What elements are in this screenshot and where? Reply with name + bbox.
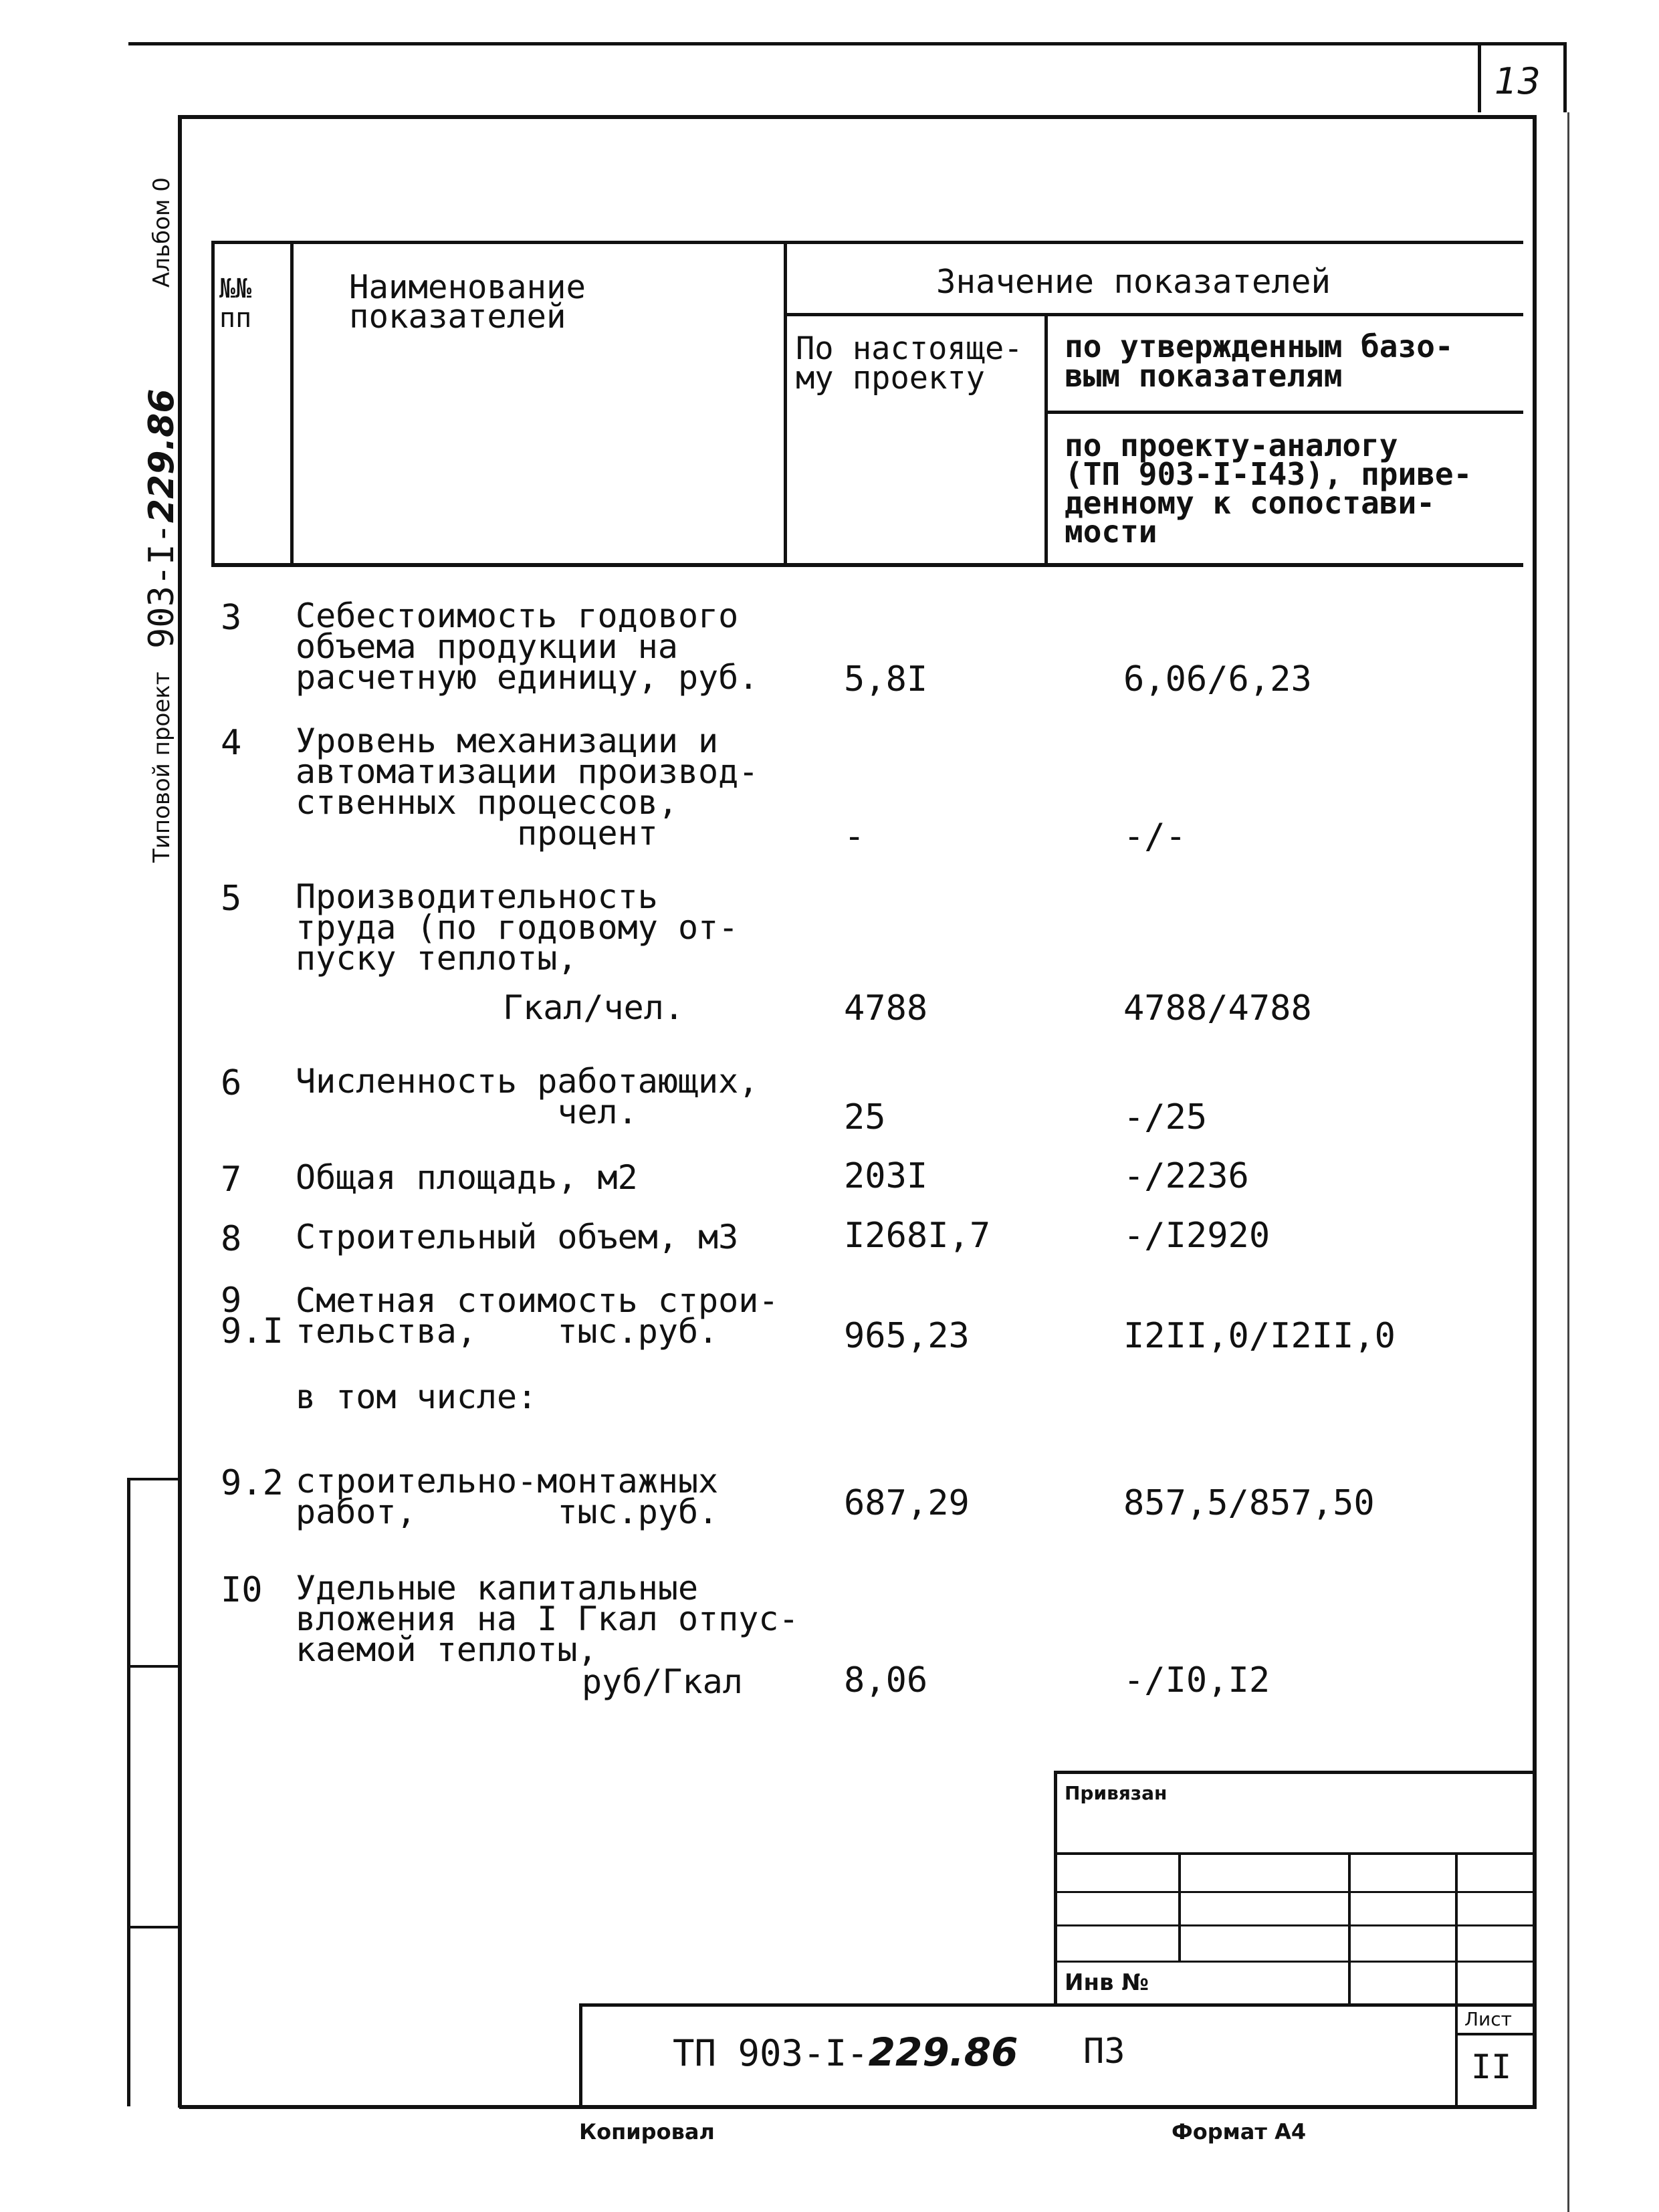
row-10-current: 8,06: [844, 1660, 928, 1700]
row-5-unit: Гкал/чел.: [503, 988, 684, 1027]
stamp-attached-left: [1054, 1771, 1057, 2006]
row-8-base: -/I2920: [1123, 1216, 1270, 1256]
sheet-box-mid: [1455, 2033, 1534, 2035]
margin-box-h1: [127, 1478, 181, 1480]
frame-right: [1533, 115, 1537, 2108]
corner-box-left: [1478, 42, 1481, 112]
header-col2-rule: [784, 241, 787, 566]
stamp-h3: [1054, 1924, 1534, 1926]
header-base-analog-rule: [1044, 411, 1523, 414]
row-7-name: Общая площадь, м2: [296, 1158, 638, 1197]
header-current-project: По настояще- му проекту: [796, 330, 1023, 397]
row-3-current: 5,8I: [844, 659, 928, 699]
row-4-num: 4: [221, 723, 242, 763]
row-7-num: 7: [221, 1159, 242, 1200]
row-9-2-base: 857,5/857,50: [1123, 1483, 1375, 1523]
header-num-col: №№ пп: [219, 273, 252, 334]
row-8-name: Строительный объем, м3: [296, 1218, 739, 1256]
row-9-name: Сметная стоимость строи- тельства, тыс.руб.: [296, 1281, 779, 1351]
row-9-2-current: 687,29: [844, 1483, 970, 1523]
side-project-code: [142, 389, 182, 649]
row-6-num: 6: [221, 1063, 242, 1103]
header-bottom-rule: [211, 563, 1523, 567]
side-code-handwritten: 229.86: [142, 389, 182, 524]
stamp-attached-label: Привязан: [1065, 1782, 1168, 1804]
sheet-box-left: [1455, 2003, 1458, 2108]
row-including-label: в том числе:: [296, 1377, 538, 1416]
title-section: ПЗ: [1083, 2031, 1125, 2072]
row-10-num: I0: [221, 1570, 263, 1610]
row-4-current: -: [844, 816, 865, 857]
side-label-prefix: Типовой проект: [148, 671, 175, 863]
header-col1-rule: [290, 241, 294, 566]
row-6-name: Численность работающих, чел.: [296, 1062, 759, 1131]
row-4-name: Уровень механизации и автоматизации производ- ственных процессов, процент: [296, 722, 759, 853]
row-5-num: 5: [221, 879, 242, 919]
corner-box-right: [1563, 42, 1567, 112]
sheet-corner-number: 13: [1495, 60, 1541, 102]
row-9-2-num: 9.2: [221, 1463, 284, 1503]
frame-top: [179, 115, 1537, 119]
row-10-name: Удельные капитальные вложения на I Гкал отпус- каемой теплоты,: [296, 1569, 799, 1669]
row-3-base: 6,06/6,23: [1123, 659, 1312, 699]
stamp-h2: [1054, 1891, 1534, 1893]
stamp-v3: [1455, 1852, 1458, 2006]
top-rule: [128, 42, 1565, 45]
title-doc-code-handwritten: 229.86: [868, 2029, 1018, 2075]
stamp-h1: [1054, 1852, 1534, 1855]
sheet-label: Лист: [1464, 2008, 1512, 2030]
title-doc-code: [673, 2029, 1018, 2075]
row-5-name: Производительность труда (по годовому от- пуску теплоты,: [296, 877, 739, 978]
row-8-num: 8: [221, 1219, 242, 1259]
header-col3-rule: [1044, 316, 1048, 566]
title-block-left: [579, 2003, 582, 2108]
row-9-num: 9 9.I: [221, 1281, 284, 1351]
row-7-current: 203I: [844, 1156, 928, 1196]
row-10-base: -/I0,I2: [1123, 1660, 1270, 1700]
footer-format: Формат А4: [1172, 2119, 1307, 2144]
stamp-h4: [1054, 1961, 1534, 1963]
row-6-base: -/25: [1123, 1097, 1208, 1137]
title-block-top: [579, 2003, 1534, 2007]
margin-box-h2: [127, 1665, 181, 1668]
footer-copied: Копировал: [579, 2119, 715, 2144]
row-4-base: -/-: [1123, 816, 1186, 857]
stamp-inv-label: Инв №: [1065, 1969, 1149, 1996]
frame-bottom: [179, 2105, 1537, 2109]
row-3-num: 3: [221, 598, 242, 638]
header-values-rule: [784, 313, 1523, 316]
header-name-col: Наименование показателей: [349, 268, 586, 336]
outer-right-edge: [1567, 112, 1569, 2212]
header-left-rule: [211, 241, 215, 566]
margin-box-h3: [127, 1926, 181, 1928]
margin-box-outer: [127, 1478, 130, 2106]
row-9-2-name: строительно-монтажных работ, тыс.руб.: [296, 1462, 719, 1531]
row-6-current: 25: [844, 1097, 886, 1137]
row-9-current: 965,23: [844, 1316, 970, 1356]
row-9-base: I2II,0/I2II,0: [1123, 1316, 1396, 1356]
row-10-unit: руб/Гкал: [582, 1662, 743, 1701]
row-5-current: 4788: [844, 988, 928, 1028]
side-code-printed: 903-I-: [142, 523, 182, 649]
row-7-base: -/2236: [1123, 1156, 1249, 1196]
header-values-group: Значение показателей: [936, 263, 1331, 301]
row-3-name: Себестоимость годового объема продукции на расчетную единицу, руб.: [296, 596, 759, 697]
stamp-v1: [1178, 1852, 1181, 1963]
row-5-base: 4788/4788: [1123, 988, 1312, 1028]
side-project-label: [148, 671, 175, 863]
header-top-rule: [211, 241, 1523, 244]
album-label: Альбом 0: [148, 177, 175, 288]
header-analog-project: по проекту-аналогу (ТП 903-I-I43), приве- денному к сопостави- мости: [1065, 427, 1472, 550]
title-doc-code-printed: ТП 903-I-: [673, 2032, 869, 2074]
row-8-current: I268I,7: [844, 1216, 991, 1256]
stamp-attached-top: [1054, 1771, 1534, 1774]
header-approved-base: по утвержденным базо- вым показателям: [1065, 328, 1454, 394]
sheet-number: II: [1471, 2048, 1512, 2086]
stamp-v2: [1348, 1852, 1351, 2006]
